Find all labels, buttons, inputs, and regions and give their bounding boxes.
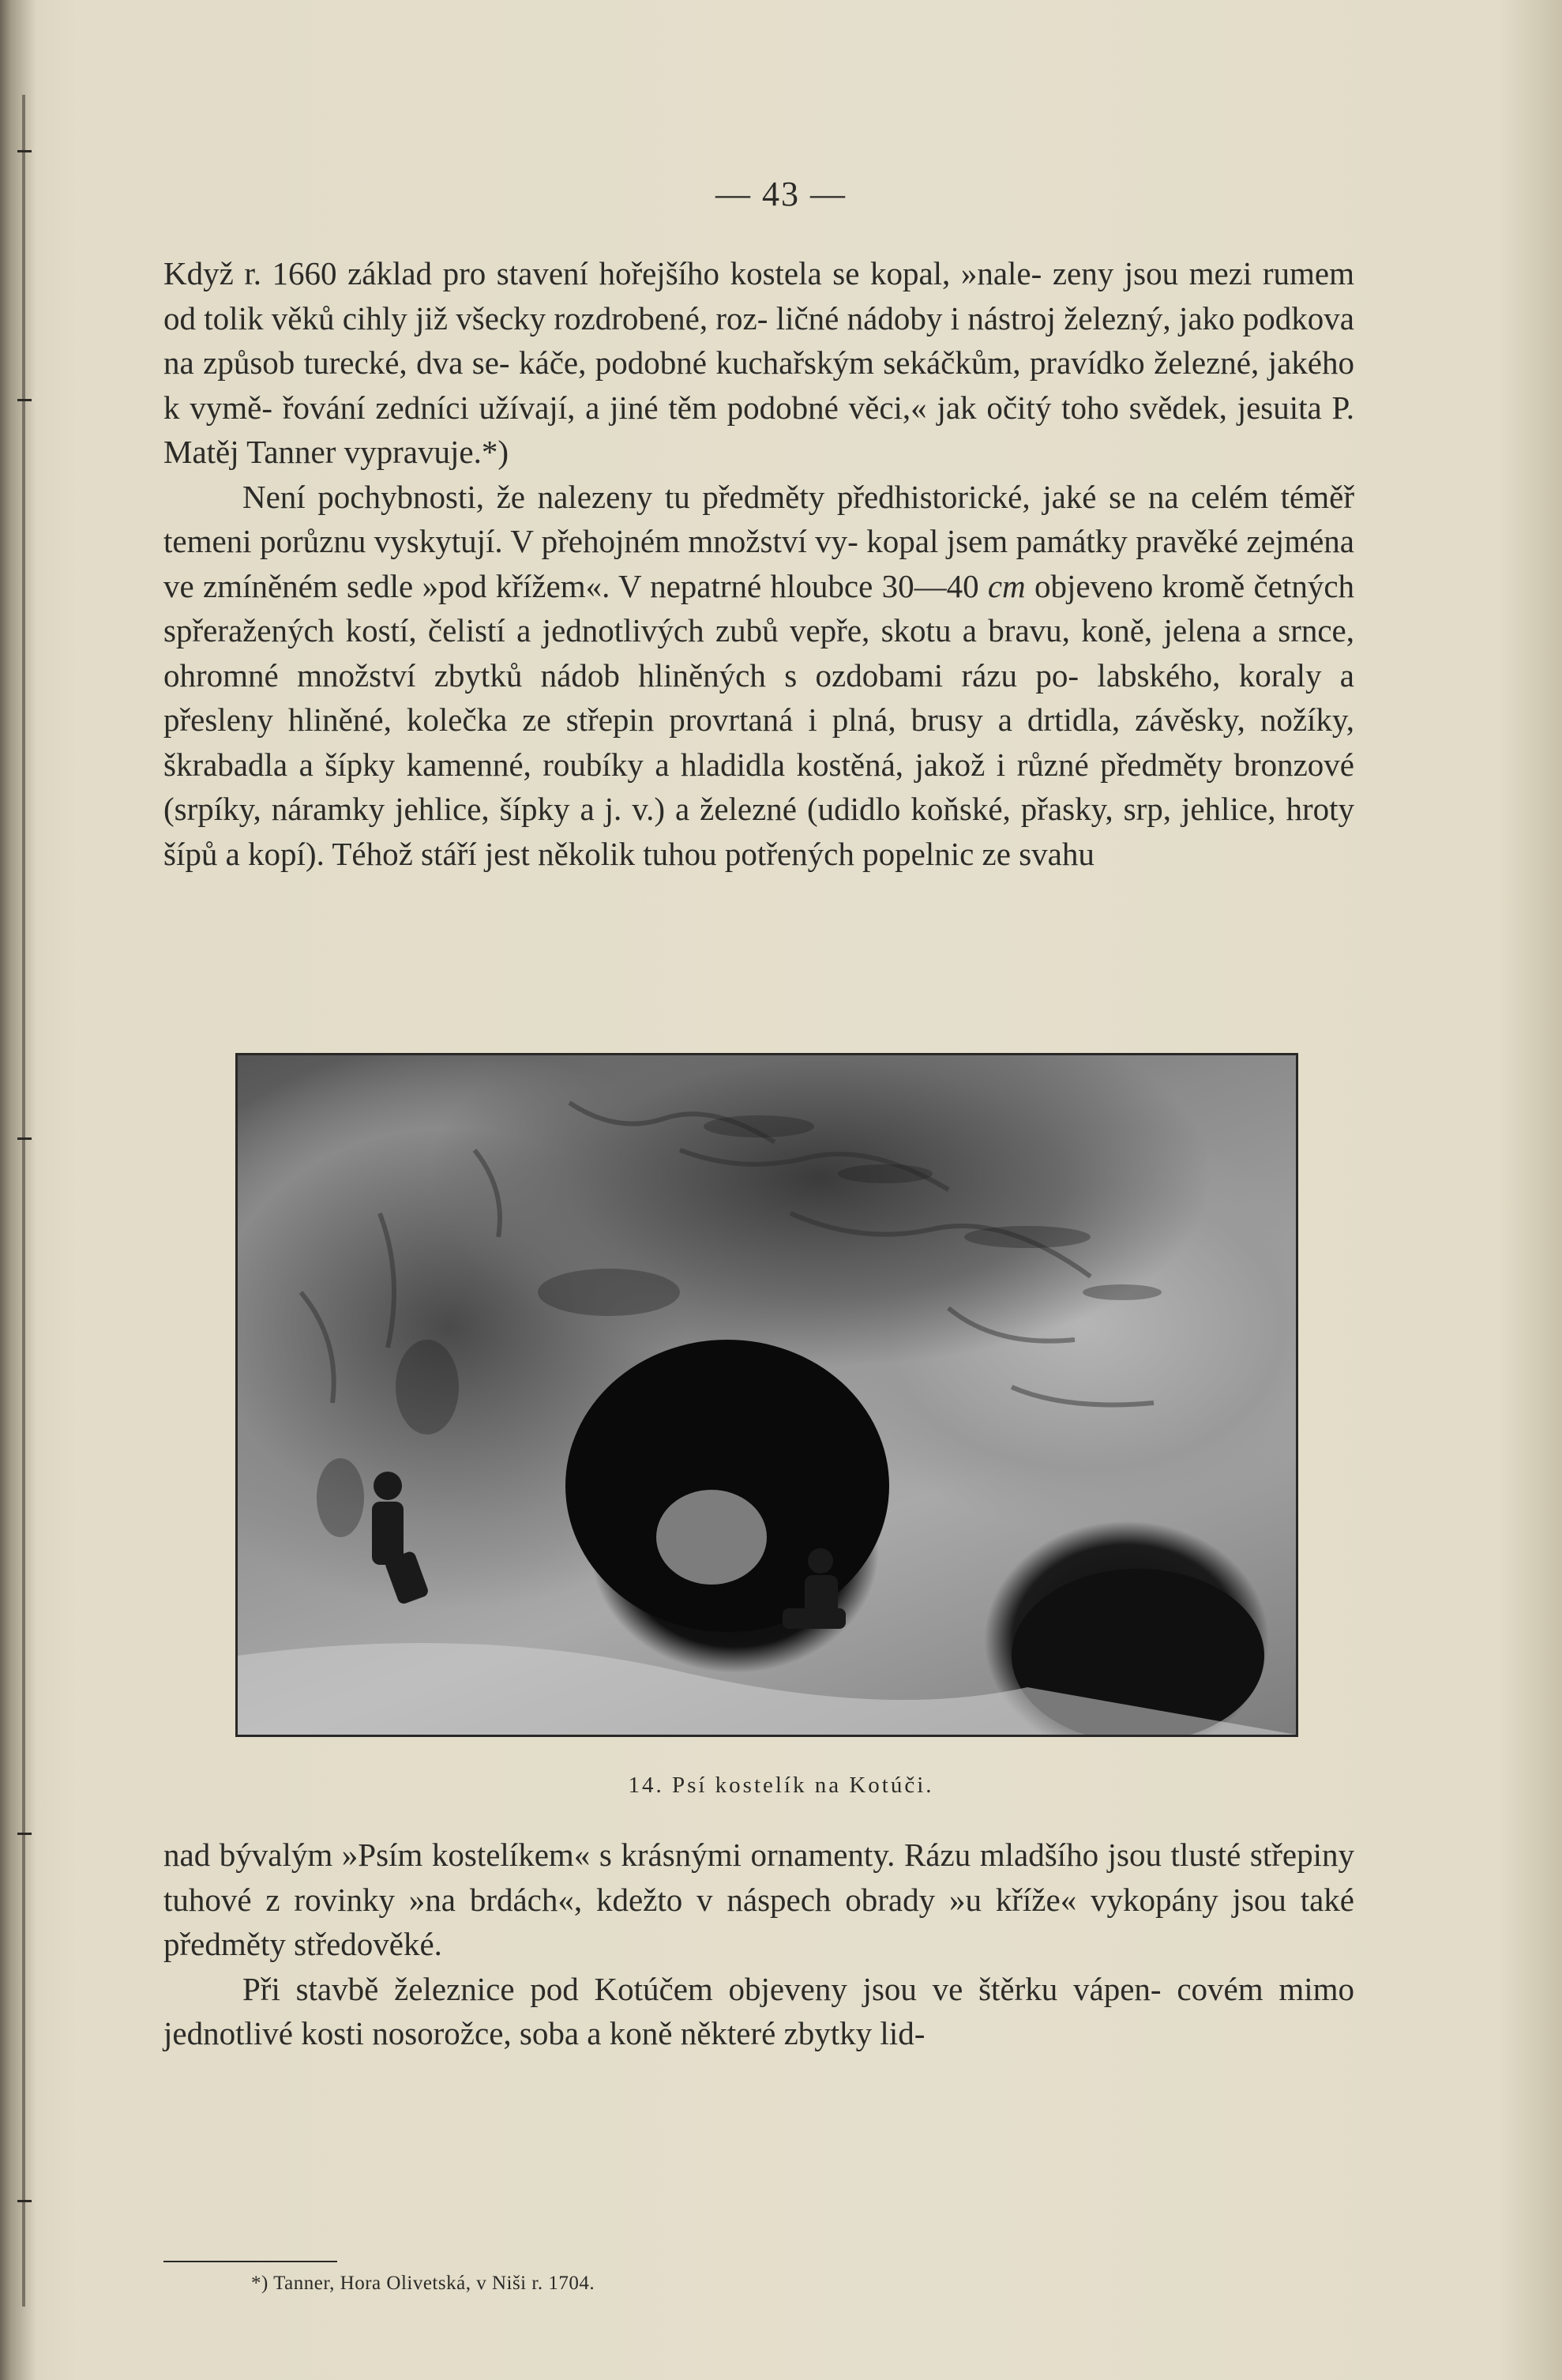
cave-photograph-drawing bbox=[238, 1055, 1296, 1735]
cave-photograph bbox=[235, 1053, 1298, 1737]
paragraph-tanner-quote bbox=[163, 251, 1354, 475]
paragraph-ornaments bbox=[163, 1833, 1354, 1967]
footnote: *) Tanner, Hora Olivetská, v Niši r. 1704. bbox=[251, 2273, 595, 2294]
text-line: zeny jsou mezi rumem od tolik věků cihly již všecky rozdrobené, roz- bbox=[163, 255, 1355, 337]
figure-caption: 14. Psí kostelík na Kotúči. bbox=[628, 1773, 934, 1798]
page-number: — 43 — bbox=[715, 175, 847, 213]
text-line: ličné nádoby i nástroj železný, jako podkova na způsob turecké, dva se- bbox=[163, 299, 1355, 381]
paragraph-railway-finds bbox=[163, 1967, 1354, 2056]
text-line: Při stavbě železnice pod Kotúčem objeveny jsou ve štěrku vápen- bbox=[242, 1970, 1162, 2007]
text-line: Není pochybnosti, že nalezeny tu předměty předhistorické, jaké se bbox=[242, 478, 1136, 515]
text-line: a hladidla kostěná, jakož i různé předměty bronzové (srpíky, náramky bbox=[163, 746, 1355, 827]
text-line: jehlice, šípky a j. v.) a železné (udidlo koňské, přasky, srp, jehlice, hroty bbox=[395, 791, 1354, 827]
text-line: kostí, čelistí a jednotlivých zubů vepře, skotu a bravu, koně, jelena a bbox=[345, 612, 1267, 649]
text-line: objeveno kromě četných spřeražených bbox=[163, 567, 1355, 649]
main-text-top bbox=[163, 251, 1354, 876]
text-line: obrady »u kříže« vykopány jsou také předměty středověké. bbox=[163, 1881, 1355, 1962]
text-line: káče, podobné kuchařským sekáčkům, pravídko železné, jakého k vymě- bbox=[163, 344, 1354, 426]
unit-cm: cm bbox=[987, 567, 1026, 604]
paragraph-prehistoric-finds bbox=[163, 475, 1354, 877]
text-line: V nepatrné hloubce 30—40 bbox=[618, 567, 988, 604]
text-line: jsou tlusté střepiny tuhové z rovinky »na brdách«, kdežto v náspech bbox=[163, 1837, 1355, 1918]
text-line: labského, koraly a přesleny hliněné, kolečka ze střepin provrtaná i plná, bbox=[163, 656, 1355, 738]
text-line: covém mimo jednotlivé kosti nosorožce, soba a koně některé zbytky lid- bbox=[163, 1970, 1355, 2051]
text-line: šípů a kopí). Téhož stáří jest několik tuhou potřených popelnic ze svahu bbox=[163, 835, 1095, 872]
text-line: nad bývalým »Psím kostelíkem« s krásnými ornamenty. Rázu mladšího bbox=[163, 1837, 1099, 1873]
text-line: kopal jsem památky pravěké zejména ve zmíněném sedle »pod křížem«. bbox=[163, 523, 1354, 604]
text-line: brusy a drtidla, závěsky, nožíky, škrabadla a šípky kamenné, roubíky bbox=[163, 701, 1354, 783]
text-line: řování zedníci užívají, a jiné těm podobné věci,« jak očitý toho svědek, bbox=[282, 389, 1227, 426]
text-line: jesuita P. Matěj Tanner vypravuje.*) bbox=[163, 389, 1355, 470]
text-line: srnce, ohromné množství zbytků nádob hliněných s ozdobami rázu po- bbox=[163, 612, 1354, 694]
main-text-bottom bbox=[163, 1833, 1354, 2056]
text-line: Když r. 1660 základ pro stavení hořejšího kostela se kopal, »nale- bbox=[163, 255, 1042, 291]
text-line: na celém téměř temeni porůznu vyskytují. V přehojném množství vy- bbox=[163, 478, 1354, 559]
footnote-rule bbox=[163, 2261, 337, 2262]
